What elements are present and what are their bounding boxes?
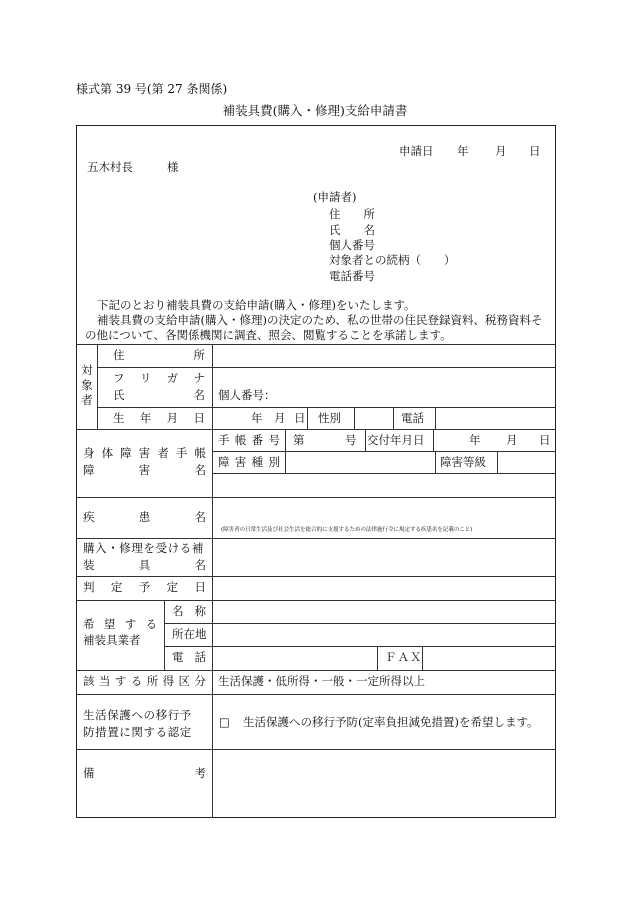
issue-day-unit: 日 xyxy=(539,433,551,447)
applicant-relationship-label: 対象者との続柄（ ） xyxy=(329,253,456,267)
subject-phone-label: 電話 xyxy=(401,411,424,425)
disability-grade-label: 障害等級 xyxy=(440,455,486,469)
subject-sex-label: 性別 xyxy=(318,411,341,425)
subject-furigana-label: フ リ ガ ナ xyxy=(113,371,205,385)
vendor-label-line-2: 補装具業者 xyxy=(83,633,141,647)
birth-month-unit: 月 xyxy=(274,411,286,425)
disability-certificate-label: 身 体 障 害 者 手 帳 xyxy=(83,446,206,460)
form-number: 様式第 39 号(第 27 条関係) xyxy=(76,82,228,96)
addressee: 五木村長 xyxy=(87,160,133,174)
addressee-honorific: 様 xyxy=(167,160,179,174)
applicant-personal-number-label: 個人番号 xyxy=(329,238,375,252)
applicant-phone-label: 電話番号 xyxy=(329,269,375,283)
vendor-phone-label: 電 話 xyxy=(172,650,206,664)
statement-line-3: の他について、各関係機関に調査、照会、閲覧することを承諾します。 xyxy=(85,328,452,342)
judgement-date-label: 判 定 予 定 日 xyxy=(83,580,206,594)
application-date-month: 月 xyxy=(495,144,507,158)
remarks-label: 備 考 xyxy=(83,766,206,780)
applicant-address-label: 住 所 xyxy=(329,207,375,221)
transition-request-text: 生活保護への移行予防(定率負担減免措置)を希望します。 xyxy=(243,715,539,729)
disability-name-label: 障 害 名 xyxy=(83,463,206,477)
application-date-label: 申請日 xyxy=(399,144,434,158)
form-title: 補装具費(購入・修理)支給申請書 xyxy=(222,103,408,118)
application-date-year: 年 xyxy=(457,144,469,158)
device-name-label-line-2: 装 具 名 xyxy=(83,558,206,572)
vendor-label-line-1: 希 望 す る xyxy=(83,617,157,631)
vendor-name-label: 名 称 xyxy=(172,604,206,618)
vendor-location-label: 所在地 xyxy=(172,627,207,641)
disease-name-label: 疾 患 名 xyxy=(83,510,206,524)
transition-label-line-1: 生活保護への移行予 xyxy=(83,708,192,722)
income-category-options: 生活保護・低所得・一般・一定所得以上 xyxy=(218,674,425,688)
applicant-heading: (申請者) xyxy=(313,190,357,204)
issue-date-label: 交付年月日 xyxy=(367,433,425,447)
application-date-day: 日 xyxy=(529,144,541,158)
subject-personal-number-label: 個人番号： xyxy=(218,388,276,402)
statement-line-2: 補装具費の支給申請(購入・修理)の決定のため、私の世帯の住民登録資料、税務資料そ xyxy=(97,313,543,327)
subject-address-label: 住 所 xyxy=(113,348,205,362)
income-category-label: 該 当 す る 所 得 区 分 xyxy=(83,674,206,688)
transition-label-line-2: 防措置に関する認定 xyxy=(83,725,192,739)
birth-day-unit: 日 xyxy=(294,411,306,425)
issue-year-unit: 年 xyxy=(469,433,481,447)
disability-type-label: 障 害 種 別 xyxy=(218,455,280,469)
birth-year-unit: 年 xyxy=(251,411,263,425)
subject-birth-date-label: 生 年 月 日 xyxy=(113,411,205,425)
certificate-number-label: 手 帳 番 号 xyxy=(218,433,280,447)
statement-line-1: 下記のとおり補装具費の支給申請(購入・修理)をいたします。 xyxy=(97,298,416,312)
certificate-number-suffix: 号 xyxy=(345,433,357,447)
device-name-label-line-1: 購入・修理を受ける補 xyxy=(83,541,204,555)
issue-month-unit: 月 xyxy=(506,433,518,447)
vendor-fax-label: ＦＡＸ xyxy=(385,650,423,664)
subject-group-label: 対象者 xyxy=(81,363,93,407)
applicant-name-label: 氏 名 xyxy=(329,223,375,237)
disease-note: (障害者の日常生活及び社会生活を総合的に支援するための法律施行令に規定する疾患名を記載のこと) xyxy=(221,527,473,533)
subject-name-label: 氏 名 xyxy=(113,388,205,402)
transition-checkbox[interactable]: □ xyxy=(219,715,230,729)
application-form xyxy=(76,125,556,818)
certificate-number-prefix: 第 xyxy=(293,433,305,447)
